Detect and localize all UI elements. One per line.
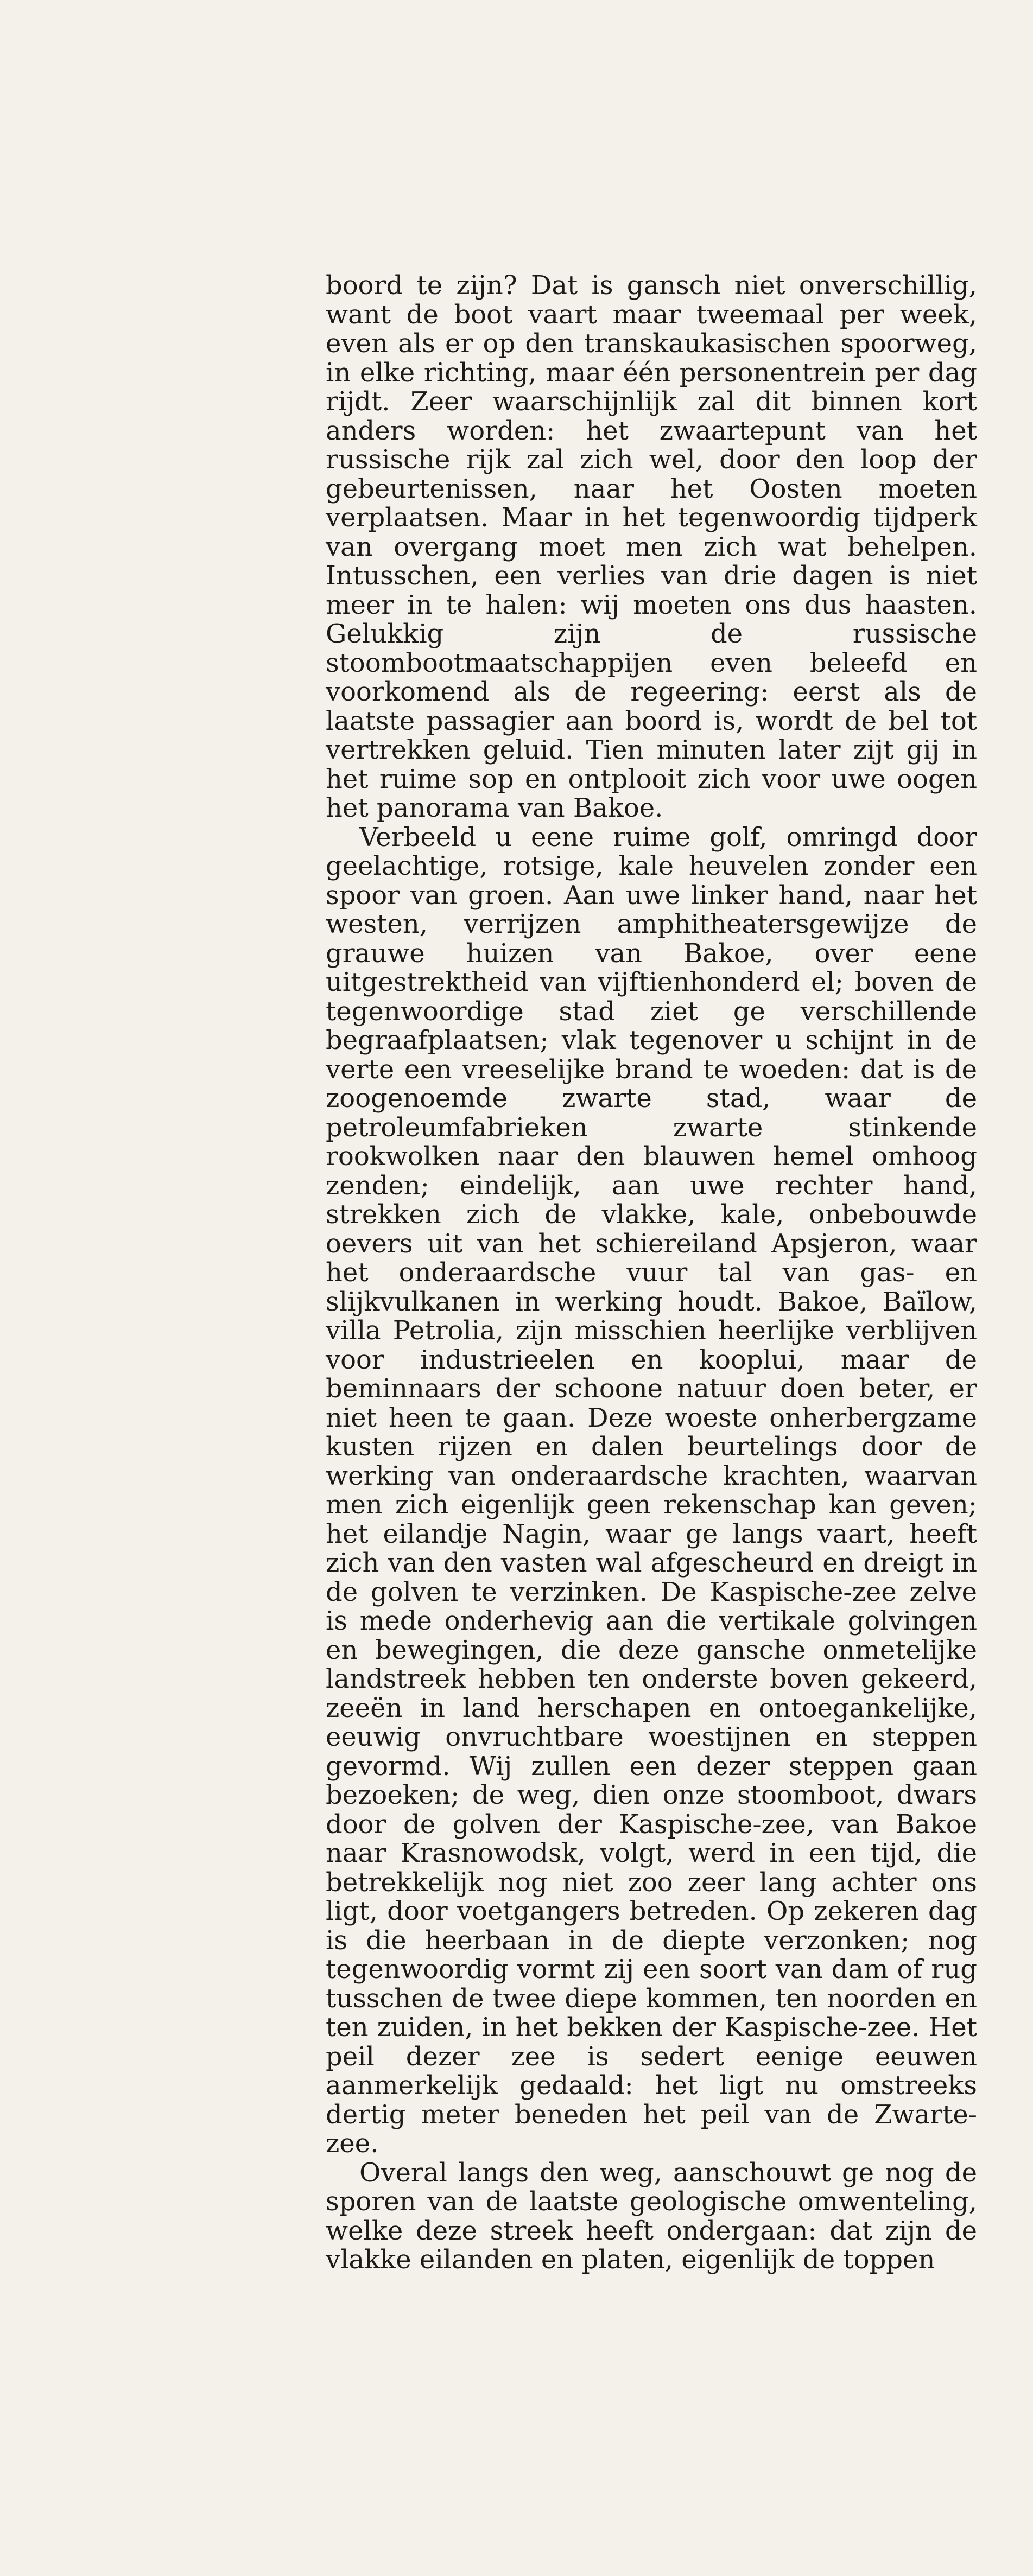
paragraph-1: boord te zijn? Dat is gansch niet onverschillig, want de boot vaart maar tweemaal per week, even als er op den transkaukasischen spoorweg, in elke richting, maar één personentrein per dag rijdt. Zeer waarschijnlijk zal dit binnen kort anders worden: het zwaartepunt van het russische rijk zal zich wel, door den loop der gebeurtenissen, naar het Oosten moeten verplaatsen. Maar in het tegenwoordig tijdperk van overgang moet men zich wat behelpen. Intusschen, een verlies van drie dagen is niet meer in te halen: wij moeten ons dus haasten. Gelukkig zijn de russische stoombootmaatschappijen even beleefd en voorkomend als de regeering: eerst als de laatste passagier aan boord is, wordt de bel tot vertrekken geluid. Tien minuten later zijt gij in het ruime sop en ontplooit zich voor uwe oogen het panorama van Bakoe. (326, 270, 977, 823)
page-text-block (326, 271, 977, 2275)
paragraph-3: Overal langs den weg, aanschouwt ge nog de sporen van de laatste geologische omwenteling, welke deze streek heeft ondergaan: dat zijn de vlakke eilanden en platen, eigenlijk de toppen (326, 2157, 977, 2275)
paragraph-2: Verbeeld u eene ruime golf, omringd door geelachtige, rotsige, kale heuvelen zonder een spoor van groen. Aan uwe linker hand, naar het westen, verrijzen amphitheatersgewijze de grauwe huizen van Bakoe, over eene uitgestrektheid van vijftienhonderd el; boven de tegenwoordige stad ziet ge verschillende begraafplaatsen; vlak tegenover u schijnt in de verte een vreeselijke brand te woeden: dat is de zoogenoemde zwarte stad, waar de petroleumfabrieken zwarte stinkende rookwolken naar den blauwen hemel omhoog zenden; eindelijk, aan uwe rechter hand, strekken zich de vlakke, kale, onbebouwde oevers uit van het schiereiland Apsjeron, waar het onderaardsche vuur tal van gas- en slijkvulkanen in werking houdt. Bakoe, Baïlow, villa Petrolia, zijn misschien heerlijke verblijven voor industrieelen en kooplui, maar de beminnaars der schoone natuur doen beter, er niet heen te gaan. Deze woeste onherbergzame kusten rijzen en dalen beurtelings door de werking van onderaardsche krachten, waarvan men zich eigenlijk geen rekenschap kan geven; het eilandje Nagin, waar ge langs vaart, heeft zich van den vasten wal afgescheurd en dreigt in de golven te verzinken. De Kaspische-zee zelve is mede onderhevig aan die vertikale golvingen en bewegingen, die deze gansche onmetelijke landstreek hebben ten onderste boven gekeerd, zeeën in land herschapen en ontoegankelijke, eeuwig onvruchtbare woestijnen en steppen gevormd. Wij zullen een dezer steppen gaan bezoeken; de weg, dien onze stoomboot, dwars door de golven der Kaspische-zee, van Bakoe naar Krasnowodsk, volgt, werd in een tijd, die betrekkelijk nog niet zoo zeer lang achter ons ligt, door voetgangers betreden. Op zekeren dag is die heerbaan in de diepte verzonken; nog tegenwoordig vormt zij een soort van dam of rug tusschen de twee diepe kommen, ten noorden en ten zuiden, in het bekken der Kaspische-zee. Het peil dezer zee is sedert eenige eeuwen aanmerkelijk gedaald: het ligt nu omstreeks dertig meter beneden het peil van de Zwarte-zee. (326, 822, 977, 2159)
